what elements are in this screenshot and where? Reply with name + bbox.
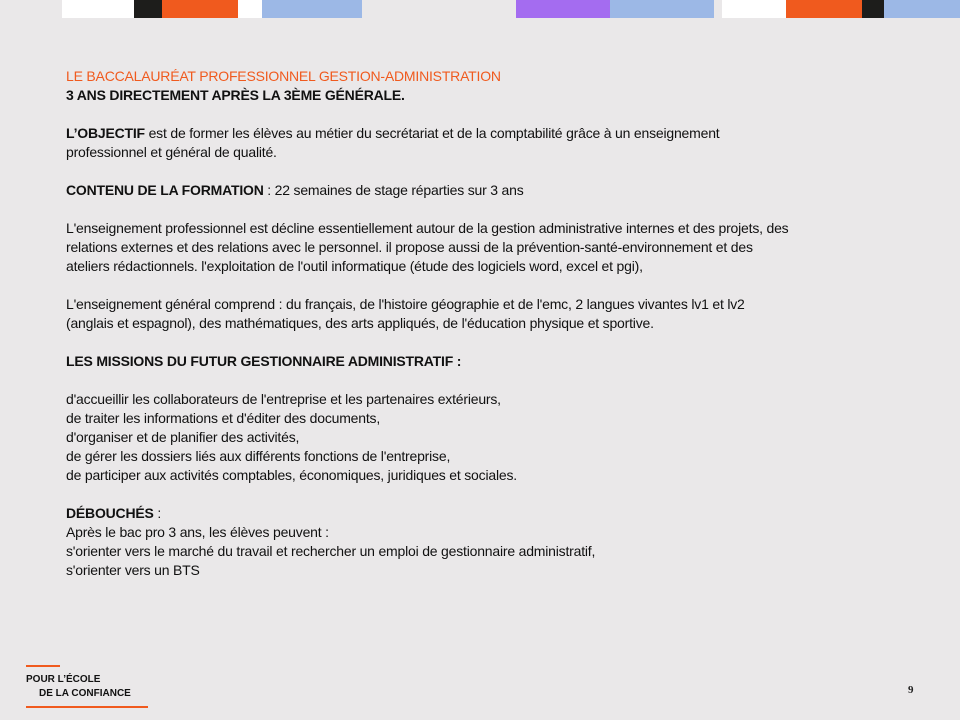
enseignement-gen-line: L'enseignement général comprend : du français, de l'histoire géographie et de l'emc, 2 langues vivantes lv1 et lv2 xyxy=(66,296,745,312)
debouches-item: s'orienter vers le marché du travail et rechercher un emploi de gestionnaire administratif, xyxy=(66,543,596,559)
objective-label: L’OBJECTIF xyxy=(66,125,145,141)
debouches-paragraph xyxy=(66,504,926,523)
logo-accent-line-bottom xyxy=(26,706,148,708)
logo-text-line1: POUR L’ÉCOLE xyxy=(26,674,101,685)
enseignement-gen-line: (anglais et espagnol), des mathématiques, des arts appliqués, de l'éducation physique et sportive. xyxy=(66,315,654,331)
missions-heading: LES MISSIONS DU FUTUR GESTIONNAIRE ADMINISTRATIF : xyxy=(66,353,462,369)
contenu-label: CONTENU DE LA FORMATION xyxy=(66,182,264,198)
top-bar-segment xyxy=(722,0,786,18)
top-bar-segment xyxy=(884,0,960,18)
objective-text-line1: est de former les élèves au métier du secrétariat et de la comptabilité grâce à un enseignement xyxy=(144,125,720,141)
logo-accent-line-top xyxy=(26,665,60,667)
top-bar-segment xyxy=(162,0,238,18)
enseignement-pro-line: ateliers rédactionnels. l'exploitation de l'outil informatique (étude des logiciels word, excel et pgi), xyxy=(66,258,643,274)
top-bar-segment xyxy=(238,0,262,18)
top-bar-segment xyxy=(786,0,862,18)
document-title: LE BACCALAURÉAT PROFESSIONNEL GESTION-ADMINISTRATION xyxy=(66,68,501,84)
top-bar-segment xyxy=(516,0,610,18)
mission-item: de participer aux activités comptables, économiques, juridiques et sociales. xyxy=(66,467,517,483)
top-bar-segment xyxy=(62,0,134,18)
top-color-bar xyxy=(0,0,960,18)
ecole-confiance-logo xyxy=(26,665,166,709)
contenu-paragraph xyxy=(66,181,926,200)
mission-item: de gérer les dossiers liés aux différents fonctions de l'entreprise, xyxy=(66,448,451,464)
logo-text-line2: DE LA CONFIANCE xyxy=(39,688,131,699)
logo-text xyxy=(26,673,131,701)
debouches-label: DÉBOUCHÉS xyxy=(66,505,154,521)
page-number: 9 xyxy=(908,684,914,696)
document-subtitle: 3 ANS DIRECTEMENT APRÈS LA 3ÈME GÉNÉRALE. xyxy=(66,87,405,103)
objective-text-line2: professionnel et général de qualité. xyxy=(66,144,277,160)
mission-item: d'organiser et de planifier des activités, xyxy=(66,429,300,445)
debouches-suffix: : xyxy=(153,505,162,521)
enseignement-pro-line: relations externes et des relations avec le personnel. il propose aussi de la prévention-santé-environnement et des xyxy=(66,239,753,255)
debouches-item: s'orienter vers un BTS xyxy=(66,562,200,578)
enseignement-pro-line: L'enseignement professionnel est décline essentiellement autour de la gestion administrative internes et des projets, des xyxy=(66,220,789,236)
slide-content xyxy=(66,67,926,580)
top-bar-segment xyxy=(610,0,714,18)
top-bar-segment xyxy=(134,0,162,18)
mission-item: de traiter les informations et d'éditer des documents, xyxy=(66,410,381,426)
objective-paragraph xyxy=(66,124,926,143)
debouches-intro: Après le bac pro 3 ans, les élèves peuvent : xyxy=(66,524,329,540)
contenu-text: : 22 semaines de stage réparties sur 3 ans xyxy=(263,182,524,198)
top-bar-segment xyxy=(262,0,362,18)
top-bar-segment xyxy=(862,0,884,18)
mission-item: d'accueillir les collaborateurs de l'entreprise et les partenaires extérieurs, xyxy=(66,391,501,407)
